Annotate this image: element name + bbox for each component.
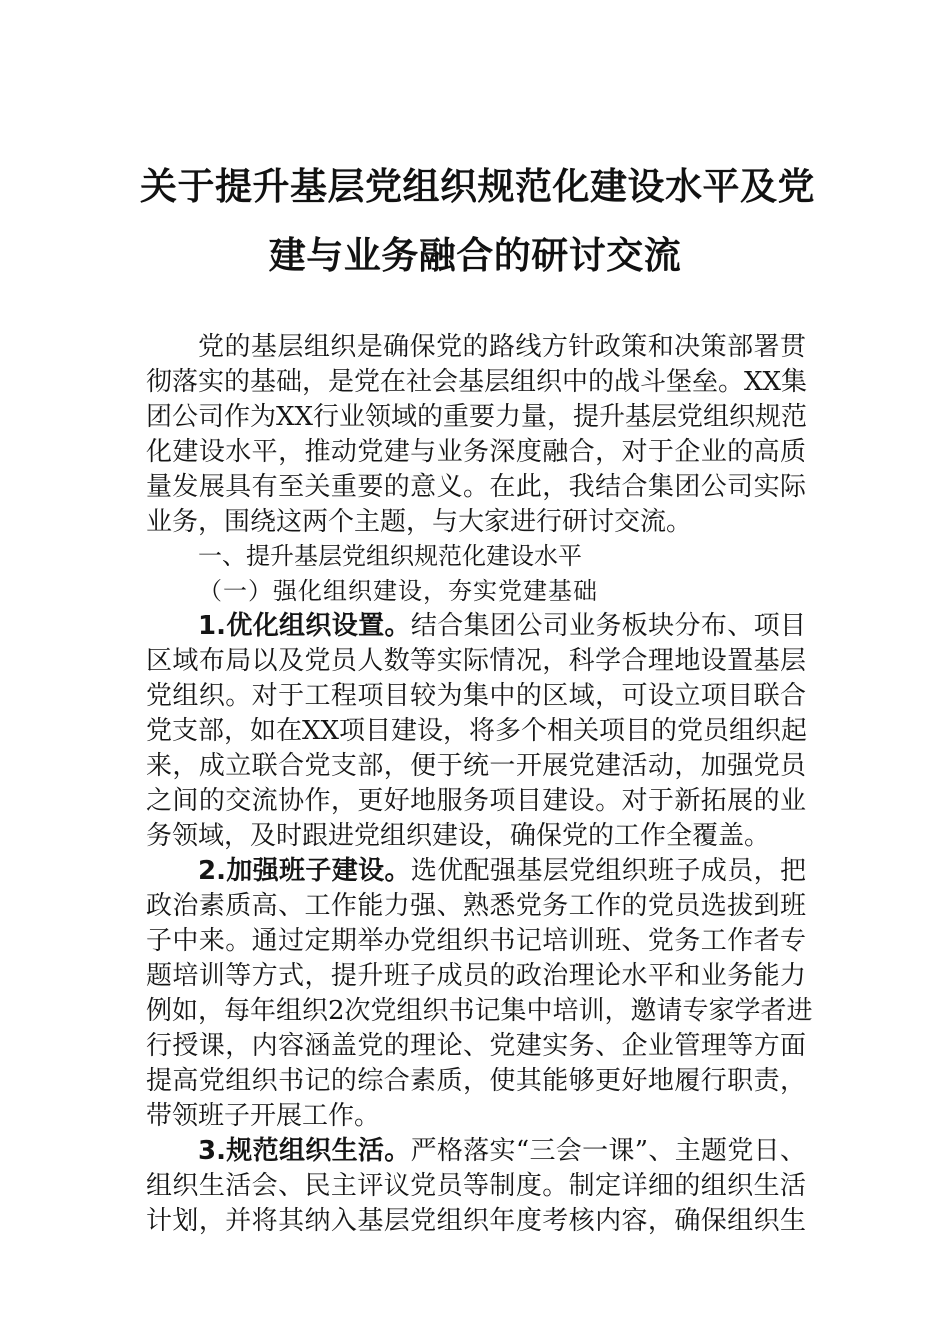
item-2-line: 例如，每年组织2次党组织书记集中培训，邀请专家学者进 [146, 996, 813, 1026]
item-2-line: 提高党组织书记的综合素质，使其能够更好地履行职责， [146, 1066, 806, 1096]
item-2-line: 政治素质高、工作能力强、熟悉党务工作的党员选拔到班 [146, 891, 806, 921]
document-title-line-1: 关于提升基层党组织规范化建设水平及党 [140, 165, 815, 208]
intro-line: 团公司作为XX行业领域的重要力量，提升基层党组织规范 [146, 402, 808, 432]
item-1-first-line [198, 613, 806, 639]
intro-line: 业务，围绕这两个主题，与大家进行研讨交流。 [146, 507, 693, 537]
item-1-line: 党支部，如在XX项目建设，将多个相关项目的党员组织起 [146, 716, 808, 746]
document-title-line-2: 建与业务融合的研讨交流 [268, 234, 682, 277]
item-1-line: 来，成立联合党支部，便于统一开展党建活动，加强党员 [146, 751, 806, 781]
item-1-line: 区域布局以及党员人数等实际情况，科学合理地设置基层 [146, 646, 806, 676]
intro-line: 量发展具有至关重要的意义。在此，我结合集团公司实际 [146, 472, 806, 502]
item-1-line: 党组织。对于工程项目较为集中的区域，可设立项目联合 [146, 681, 806, 711]
item-1-line: 务领域，及时跟进党组织建设，确保党的工作全覆盖。 [146, 821, 771, 851]
item-3-first-rest: 严格落实“三会一课”、主题党日、 [410, 1136, 806, 1166]
item-3-line: 计划，并将其纳入基层党组织年度考核内容，确保组织生 [146, 1206, 806, 1236]
item-3-line: 组织生活会、民主评议党员等制度。制定详细的组织生活 [146, 1171, 806, 1201]
subsection-heading: （一）强化组织建设，夯实党建基础 [198, 577, 598, 605]
item-1-lead: 1.优化组织设置。 [198, 611, 411, 641]
intro-line: 彻落实的基础，是党在社会基层组织中的战斗堡垒。XX集 [146, 367, 808, 397]
section-heading: 一、提升基层党组织规范化建设水平 [198, 542, 582, 570]
item-3-lead: 3.规范组织生活。 [198, 1136, 411, 1166]
item-2-line: 子中来。通过定期举办党组织书记培训班、党务工作者专 [146, 926, 806, 956]
item-3-first-line [198, 1138, 806, 1164]
intro-line: 化建设水平，推动党建与业务深度融合，对于企业的高质 [146, 437, 806, 467]
item-2-line: 题培训等方式，提升班子成员的政治理论水平和业务能力 [146, 961, 806, 991]
item-2-line: 行授课，内容涵盖党的理论、党建实务、企业管理等方面 [146, 1031, 806, 1061]
item-2-first-rest: 选优配强基层党组织班子成员，把 [410, 856, 806, 886]
item-1-first-rest: 结合集团公司业务板块分布、项目 [410, 611, 806, 641]
item-2-first-line [198, 858, 806, 884]
item-1-line: 之间的交流协作，更好地服务项目建设。对于新拓展的业 [146, 786, 806, 816]
intro-line: 党的基层组织是确保党的路线方针政策和决策部署贯 [198, 332, 806, 362]
item-2-lead: 2.加强班子建设。 [198, 856, 411, 886]
item-2-line: 带领班子开展工作。 [146, 1101, 381, 1131]
